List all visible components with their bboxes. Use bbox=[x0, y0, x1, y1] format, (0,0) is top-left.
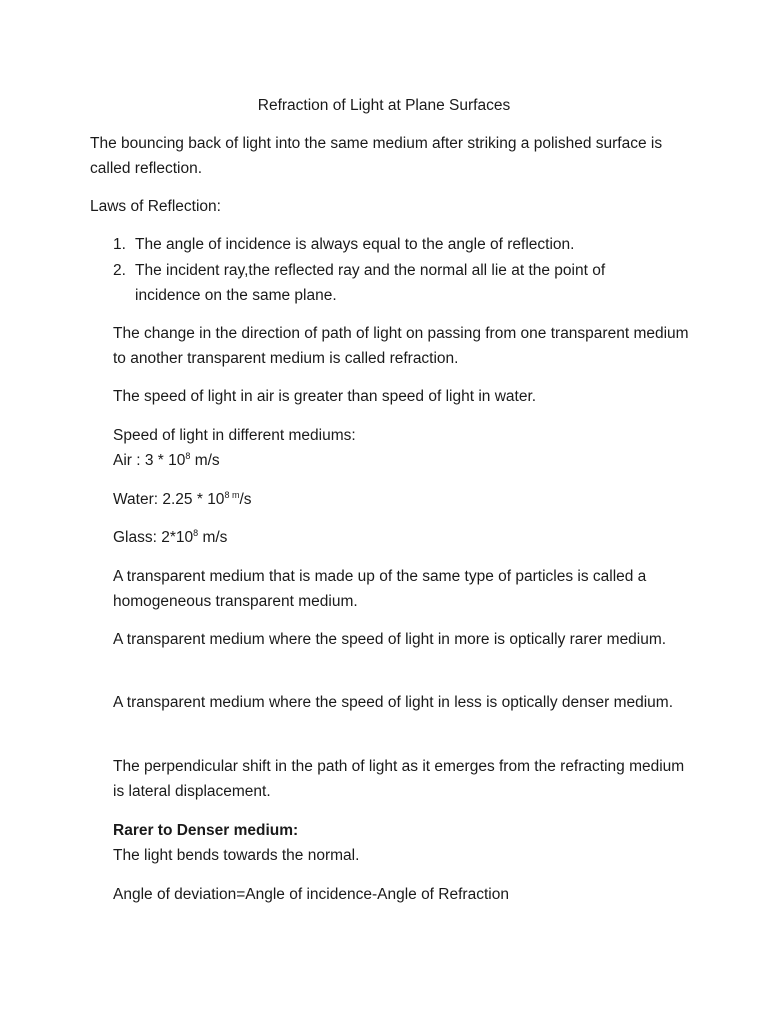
rarer-to-denser-heading: Rarer to Denser medium: bbox=[113, 822, 299, 839]
refraction-definition: The change in the direction of path of light on passing from one transparent medium to another transparent medium is called refraction. bbox=[113, 325, 689, 367]
denser-definition: A transparent medium where the speed of light in less is optically denser medium. bbox=[113, 694, 674, 711]
speed-water-unit: /s bbox=[239, 491, 252, 508]
list-number: 1. bbox=[113, 236, 126, 253]
speed-glass-exponent: 8 bbox=[193, 527, 199, 538]
speed-comparison: The speed of light in air is greater than speed of light in water. bbox=[113, 388, 537, 405]
list-item bbox=[113, 232, 673, 257]
rarer-to-denser-text: The light bends towards the normal. bbox=[113, 847, 360, 864]
laws-heading: Laws of Reflection: bbox=[90, 198, 221, 215]
deviation-formula: Angle of deviation=Angle of incidence-Angle of Refraction bbox=[113, 886, 509, 903]
speed-glass-label: Glass: 2*10 bbox=[113, 529, 194, 546]
rarer-definition: A transparent medium where the speed of light in more is optically rarer medium. bbox=[113, 631, 667, 648]
document-title: Refraction of Light at Plane Surfaces bbox=[257, 97, 511, 114]
homogeneous-definition: A transparent medium that is made up of the same type of particles is called a homogeneous transparent medium. bbox=[113, 568, 647, 610]
speeds-heading: Speed of light in different mediums: bbox=[113, 427, 356, 444]
speed-water bbox=[113, 487, 693, 512]
speed-air bbox=[113, 448, 693, 473]
speed-water-label: Water: 2.25 * 10 bbox=[113, 491, 225, 508]
speed-glass-unit: m/s bbox=[198, 529, 228, 546]
reflection-definition: The bouncing back of light into the same medium after striking a polished surface is called reflection. bbox=[90, 135, 663, 177]
list-number: 2. bbox=[113, 262, 126, 279]
speed-glass bbox=[113, 525, 693, 550]
speed-air-unit: m/s bbox=[190, 452, 220, 469]
lateral-displacement-definition: The perpendicular shift in the path of light as it emerges from the refracting medium is lateral displacement. bbox=[113, 758, 685, 800]
list-text: The incident ray,the reflected ray and the normal all lie at the point of incidence on the same plane. bbox=[135, 262, 606, 304]
laws-list bbox=[113, 232, 673, 309]
list-text: The angle of incidence is always equal to the angle of reflection. bbox=[135, 236, 575, 253]
list-item bbox=[113, 258, 673, 308]
speed-water-exponent: 8 m bbox=[224, 489, 240, 500]
speed-air-exponent: 8 bbox=[185, 450, 191, 461]
speed-air-label: Air : 3 * 10 bbox=[113, 452, 186, 469]
